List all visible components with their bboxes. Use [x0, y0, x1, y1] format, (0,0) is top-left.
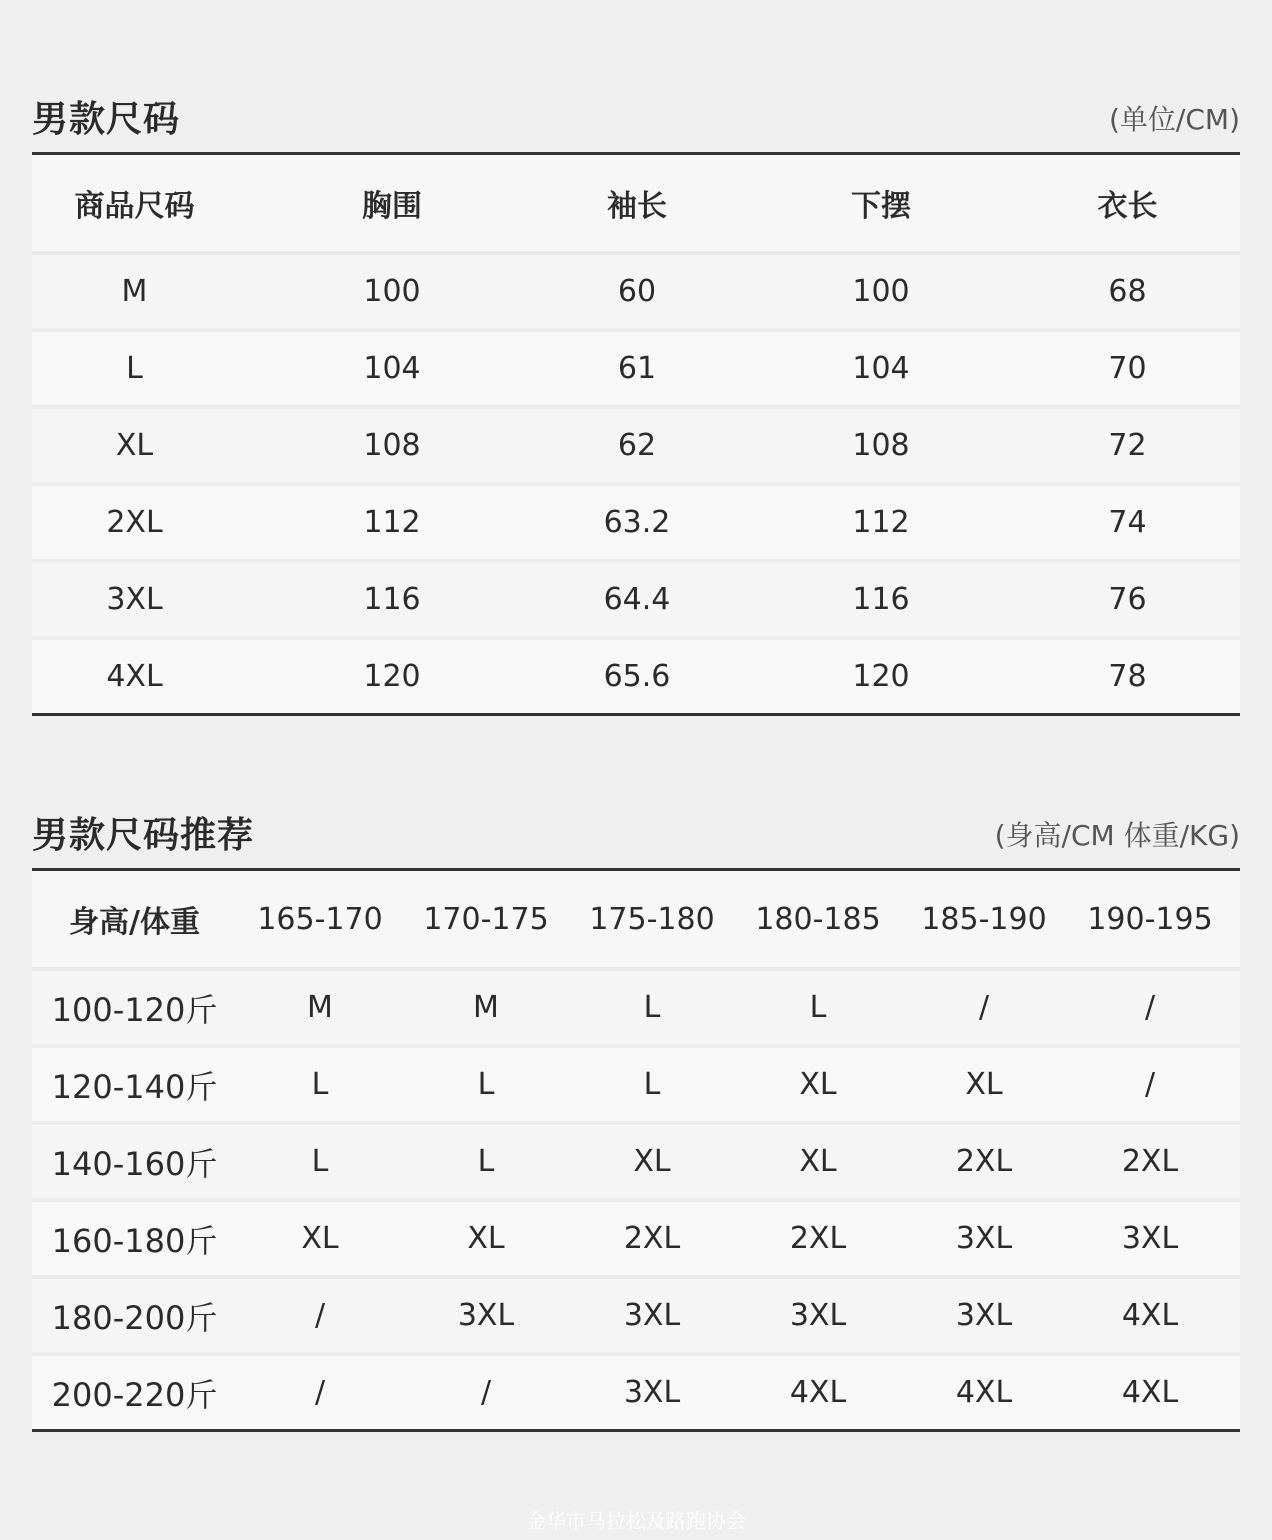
table-cell: 112 [363, 505, 421, 540]
header-cell: 下摆 [851, 189, 911, 224]
table-cell: XL [115, 428, 154, 463]
table-cell: / [314, 1375, 326, 1410]
size-table [32, 152, 1240, 716]
header-cell: 185-190 [921, 901, 1047, 937]
table-row [32, 1125, 1240, 1202]
row-label-cell: 160-180斤 [51, 1221, 218, 1260]
table-cell: 2XL [623, 1221, 681, 1256]
header-cell: 商品尺码 [74, 189, 195, 224]
table-cell: M [473, 990, 499, 1025]
table-cell: 3XL [457, 1298, 515, 1333]
table-cell: / [1144, 1067, 1156, 1102]
table-cell: L [311, 1067, 329, 1102]
table-cell: 2XL [955, 1144, 1013, 1179]
table-cell: 4XL [1121, 1375, 1179, 1410]
table-row [32, 1048, 1240, 1125]
table-cell: 3XL [106, 582, 163, 617]
table-cell: M [121, 274, 148, 309]
table-cell: 116 [852, 582, 910, 617]
table-cell: 2XL [1121, 1144, 1179, 1179]
section-header [32, 808, 1240, 868]
table-cell: 3XL [623, 1298, 681, 1333]
header-cell: 180-185 [755, 901, 881, 937]
table-row [32, 332, 1240, 409]
unit-note: (单位/CM) [1109, 103, 1240, 136]
row-label-cell: 200-220斤 [51, 1375, 218, 1414]
size-recommendation-section [32, 808, 1240, 1432]
table-cell: XL [799, 1067, 837, 1102]
table-cell: XL [633, 1144, 671, 1179]
table-cell: 4XL [106, 659, 163, 694]
table-cell: / [978, 990, 990, 1025]
header-cell: 胸围 [362, 189, 422, 224]
table-cell: 104 [363, 351, 421, 386]
table-cell: 108 [852, 428, 910, 463]
table-cell: 104 [852, 351, 910, 386]
table-cell: 112 [852, 505, 910, 540]
header-cell: 170-175 [423, 901, 549, 937]
recommendation-table [32, 868, 1240, 1432]
table-row [32, 563, 1240, 640]
section-header [32, 92, 1240, 152]
table-cell: 120 [363, 659, 421, 694]
row-label-cell: 100-120斤 [51, 990, 218, 1029]
table-cell: XL [799, 1144, 837, 1179]
table-row [32, 1356, 1240, 1429]
table-cell: 68 [1108, 274, 1147, 309]
table-row [32, 1202, 1240, 1279]
table-cell: 64.4 [603, 582, 671, 617]
table-cell: 78 [1108, 659, 1147, 694]
unit-note: (身高/CM 体重/KG) [994, 819, 1240, 852]
header-cell: 165-170 [257, 901, 383, 937]
table-cell: 3XL [1121, 1221, 1179, 1256]
table-cell: L [477, 1144, 495, 1179]
table-cell: 65.6 [603, 659, 671, 694]
table-cell: XL [467, 1221, 505, 1256]
table-row [32, 1279, 1240, 1356]
table-row [32, 409, 1240, 486]
table-cell: L [311, 1144, 329, 1179]
section-title: 男款尺码 [32, 99, 181, 140]
table-cell: 120 [852, 659, 910, 694]
table-row [32, 640, 1240, 713]
table-cell: XL [301, 1221, 339, 1256]
table-row [32, 486, 1240, 563]
table-cell: 74 [1108, 505, 1147, 540]
table-row [32, 255, 1240, 332]
table-cell: 3XL [623, 1375, 681, 1410]
table-cell: 100 [363, 274, 421, 309]
table-row [32, 971, 1240, 1048]
table-cell: 61 [617, 351, 657, 386]
header-cell: 身高/体重 [69, 905, 200, 940]
table-cell: 70 [1108, 351, 1147, 386]
row-label-cell: 120-140斤 [51, 1067, 218, 1106]
section-title: 男款尺码推荐 [32, 815, 255, 856]
table-cell: L [643, 1067, 661, 1102]
table-cell: 72 [1108, 428, 1147, 463]
table-cell: 4XL [1121, 1298, 1179, 1333]
header-cell: 190-195 [1087, 901, 1213, 937]
table-cell: 116 [363, 582, 421, 617]
table-cell: 4XL [955, 1375, 1013, 1410]
table-cell: 63.2 [603, 505, 671, 540]
table-cell: / [314, 1298, 326, 1333]
table-cell: 3XL [789, 1298, 847, 1333]
table-header-row [32, 871, 1240, 971]
size-chart-section [32, 92, 1240, 716]
header-cell: 袖长 [607, 189, 667, 224]
table-cell: L [643, 990, 661, 1025]
row-label-cell: 140-160斤 [51, 1144, 218, 1183]
table-cell: 60 [617, 274, 657, 309]
table-cell: 3XL [955, 1221, 1013, 1256]
table-cell: 2XL [106, 505, 163, 540]
row-label-cell: 180-200斤 [51, 1298, 218, 1337]
table-header-row [32, 155, 1240, 255]
table-cell: / [1144, 990, 1156, 1025]
table-cell: 108 [363, 428, 421, 463]
table-cell: 100 [852, 274, 910, 309]
table-cell: 62 [617, 428, 657, 463]
table-cell: XL [965, 1067, 1003, 1102]
table-cell: L [477, 1067, 495, 1102]
table-cell: L [126, 351, 143, 386]
header-cell: 衣长 [1097, 189, 1158, 224]
table-cell: L [809, 990, 827, 1025]
table-cell: / [480, 1375, 492, 1410]
watermark-text: 金华市马拉松及路跑协会 [526, 1509, 746, 1533]
table-cell: 3XL [955, 1298, 1013, 1333]
table-cell: M [307, 990, 333, 1025]
header-cell: 175-180 [589, 901, 715, 937]
table-cell: 76 [1108, 582, 1147, 617]
table-cell: 4XL [789, 1375, 847, 1410]
table-cell: 2XL [789, 1221, 847, 1256]
